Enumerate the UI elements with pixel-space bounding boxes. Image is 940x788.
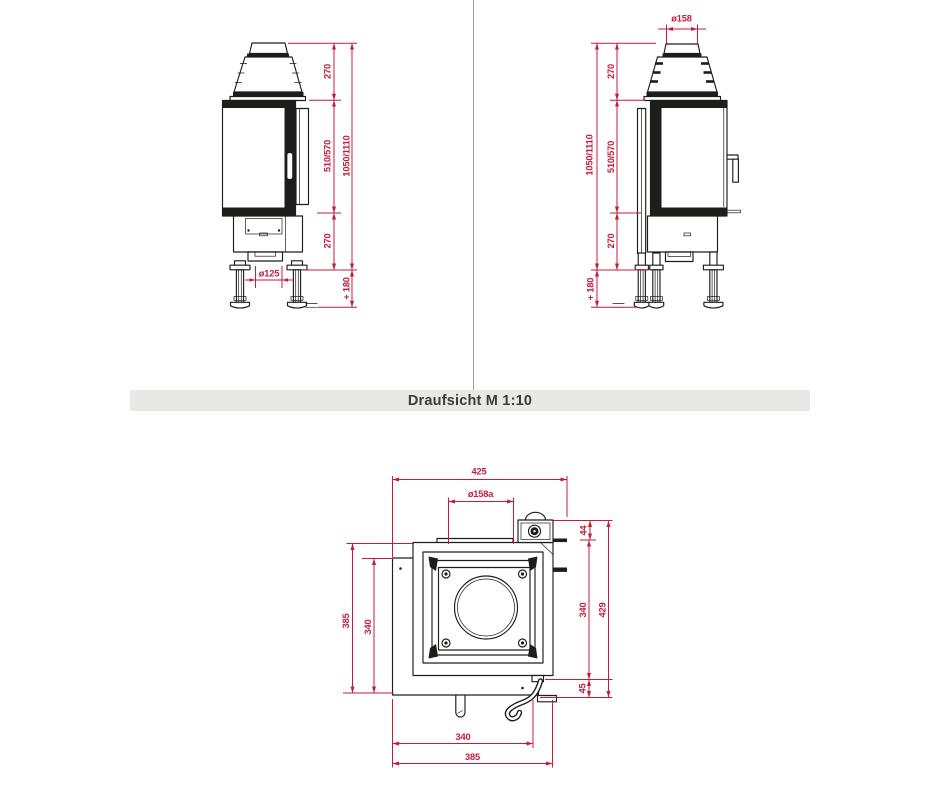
right-elevation-view — [585, 14, 741, 309]
dim-label-top-height: 270 — [606, 64, 616, 79]
dim-label-leg-height: + 180 — [585, 277, 596, 301]
dim-label-door-height: 510/570 — [322, 139, 333, 173]
dim-label-front-depth: 45 — [577, 683, 588, 694]
stove-flue-cone — [644, 44, 721, 101]
dim-label-connector-depth: 44 — [578, 525, 589, 536]
top-plan-view — [341, 467, 613, 768]
air-connector-box — [518, 512, 553, 542]
dim-label-outlet-diameter: ø125 — [258, 268, 280, 279]
dim-label-total-height: 1050/1110 — [341, 135, 352, 177]
door-handle — [727, 155, 738, 182]
dim-label-right-depth-total: 429 — [597, 602, 608, 618]
stove-flue-cone — [230, 43, 306, 101]
dim-label-total-height: 1050/1110 — [584, 134, 595, 176]
left-elevation-view — [223, 43, 358, 308]
dim-label-left-depth-inner: 340 — [363, 619, 373, 635]
stove-base — [234, 216, 303, 261]
dim-label-flue-diameter: ø158 — [671, 13, 692, 24]
dim-label-bottom-height: 270 — [322, 233, 333, 249]
dim-label-left-depth-outer: 385 — [341, 613, 351, 629]
stove-body — [223, 101, 309, 217]
door-handle — [287, 153, 293, 180]
section-title-bar — [130, 390, 810, 411]
dim-label-bottom-height: 270 — [606, 233, 616, 249]
dim-label-flue-diameter: ø158a — [467, 489, 494, 499]
dim-label-top-height: 270 — [322, 64, 333, 79]
dim-label-right-depth-inner: 340 — [578, 602, 588, 618]
dim-label-overall-width: 425 — [471, 466, 487, 477]
section-title: Draufsicht M 1:10 — [407, 392, 533, 409]
dim-label-bottom-width-outer: 385 — [465, 752, 480, 762]
dim-label-bottom-width-inner: 340 — [455, 732, 471, 742]
dim-label-leg-height: + 180 — [341, 277, 352, 300]
dim-label-door-height: 510/570 — [606, 140, 616, 174]
door-pin — [456, 696, 465, 718]
stove-body-top — [413, 539, 567, 676]
